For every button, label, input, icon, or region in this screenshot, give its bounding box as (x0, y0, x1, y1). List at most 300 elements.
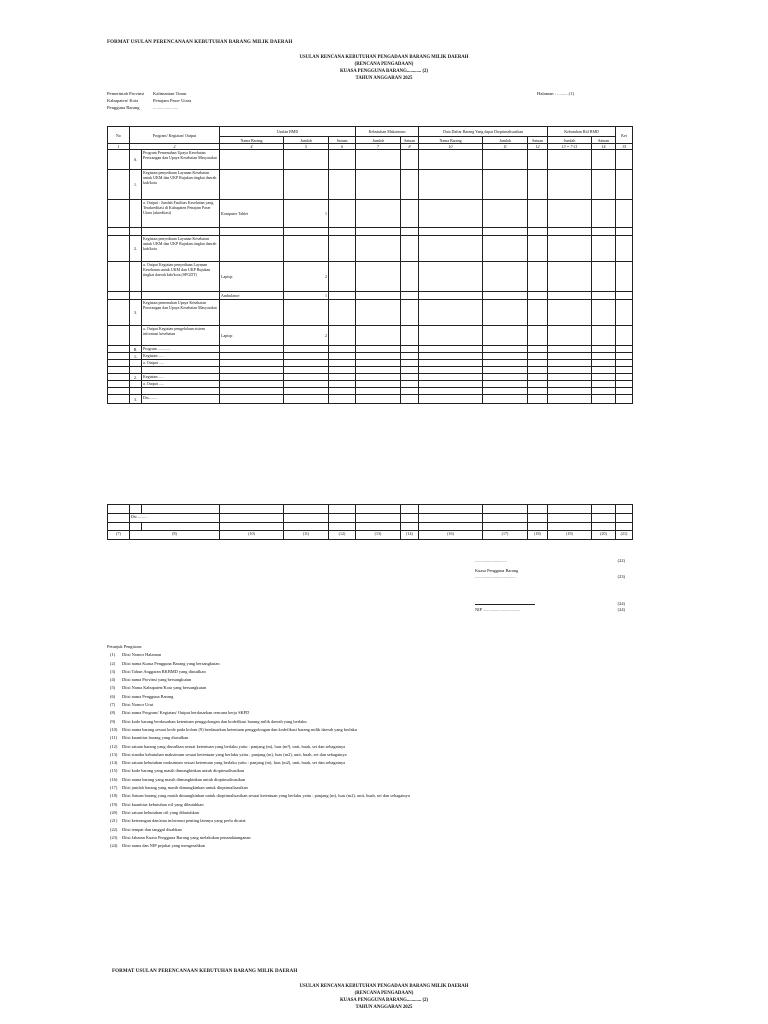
cell-empty (528, 236, 548, 262)
cell-empty (592, 395, 616, 404)
cell-empty (419, 262, 483, 292)
cell-empty (616, 381, 633, 388)
instruction-text: Diisi Nama Kabupaten/Kota yang bersangkutan (122, 685, 207, 691)
cell-empty (592, 300, 616, 326)
row-number: A. (130, 150, 142, 170)
cell-empty (356, 326, 401, 346)
cell-empty (548, 300, 592, 326)
meta-value: ...................... (153, 105, 179, 110)
row-program (142, 367, 220, 374)
cell-empty (483, 381, 528, 388)
signature-line (475, 601, 535, 605)
cell-empty (356, 300, 401, 326)
cell-empty (329, 262, 356, 292)
cell-empty (108, 367, 130, 374)
instruction-item (110, 751, 627, 759)
cell-empty (108, 388, 130, 395)
cell-empty (108, 374, 130, 381)
cell-empty (528, 346, 548, 353)
cell-empty (401, 228, 419, 236)
cell-empty (401, 292, 419, 300)
cell-empty (108, 200, 130, 228)
instruction-number: (23) (110, 834, 118, 840)
cell-empty (548, 200, 592, 228)
instruction-number: (1) (110, 652, 116, 658)
instruction-text: Diisi nama Kuasa Pengguna Barang yang bersangkutan (122, 660, 220, 666)
cell-empty (401, 326, 419, 346)
cell-empty (592, 150, 616, 170)
instruction-item (110, 817, 627, 825)
row-item-name: Ambulance (220, 292, 284, 300)
page-number: Halaman : ......... (1) (537, 91, 574, 96)
col-number: 15 (616, 144, 633, 150)
cell-empty (483, 395, 528, 404)
instruction-number: (9) (110, 718, 116, 724)
cell-empty (108, 381, 130, 388)
meta-labels (107, 90, 157, 111)
row-item-name (220, 346, 284, 353)
cell-empty (401, 381, 419, 388)
cell-empty (329, 367, 356, 374)
row-number: 3. (130, 300, 142, 326)
row-program: Kegiatan ..... (142, 353, 220, 360)
cell-empty (592, 326, 616, 346)
cell-empty (616, 262, 633, 292)
cell-empty (616, 170, 633, 200)
format-title-repeat: FORMAT USULAN PERENCANAAN KEBUTUHAN BARANG MILIK DAERAH (112, 969, 298, 974)
cell-empty (401, 300, 419, 326)
title-line: KUASA PENGGUNA BARANG............ (2) (339, 69, 429, 74)
cell-empty (356, 388, 401, 395)
cell-empty (548, 388, 592, 395)
cell-empty (419, 170, 483, 200)
meta-values (153, 90, 233, 111)
row-program: Kegiatan penyediaan Layanan Kesehatan untuk UKM dan UKP Rujukan tingkat daerah kab/kota (142, 236, 220, 262)
instruction-item (110, 801, 627, 809)
table-row (108, 150, 633, 170)
row-quantity: 2 (284, 326, 329, 346)
instruction-number: (15) (110, 768, 118, 774)
row-item-name (220, 381, 284, 388)
cell-empty (616, 292, 633, 300)
col-number: (12) (329, 531, 356, 540)
instruction-number: (19) (110, 801, 118, 807)
cell-empty (592, 381, 616, 388)
col-number: (19) (548, 531, 592, 540)
cell-empty (329, 388, 356, 395)
title-line: USULAN RENCANA KEBUTUHAN PENGADAAN BARANG MILIK DAERAH (299, 55, 469, 60)
instruction-text: Diisi kode barang yang masih dimungkinkan untuk dioptimalisasikan (122, 768, 245, 774)
cell-empty (401, 388, 419, 395)
instruction-item (110, 693, 627, 701)
filling-instructions (107, 643, 627, 850)
cell-empty (329, 200, 356, 228)
row-program: Dst .......... (130, 514, 220, 523)
cell-empty (419, 388, 483, 395)
cell-empty (528, 228, 548, 236)
instruction-item (110, 668, 627, 676)
col-number: 2 (130, 144, 220, 150)
cell-empty (108, 326, 130, 346)
col-number: 14 (592, 144, 616, 150)
cell-empty (548, 346, 592, 353)
row-item-name: Laptop (220, 262, 284, 292)
cell-empty (528, 360, 548, 367)
row-quantity: 1 (284, 200, 329, 228)
sub-header: Jumlah (284, 137, 329, 144)
row-program: a. Output : Jumlah Fasilitas Kesehatan yang Terakreditasi di Kabupaten Penajam Paser Utara (akreditasi) (142, 200, 220, 228)
document-title (0, 54, 768, 82)
cell-empty (356, 353, 401, 360)
instruction-number: (12) (110, 743, 118, 749)
col-number: 6 (329, 144, 356, 150)
instruction-number: (20) (110, 809, 118, 815)
row-program: Kegiatan penyediaan Layanan Kesehatan untuk UKM dan UKP Rujukan tingkat daerah kab/kota (142, 170, 220, 200)
col-number: (21) (616, 531, 633, 540)
row-item-name (220, 360, 284, 367)
cell-empty (616, 367, 633, 374)
row-number (130, 262, 142, 292)
row-program: a. Output Kegiatan pengelolaan sistem informasi kesehatan (142, 326, 220, 346)
instruction-number: (3) (110, 668, 116, 674)
cell-empty (483, 228, 528, 236)
cell-empty (592, 374, 616, 381)
row-program: a. Output ..... (142, 360, 220, 367)
cell-empty (356, 381, 401, 388)
cell-empty (483, 326, 528, 346)
cell-empty (108, 228, 130, 236)
row-number (130, 360, 142, 367)
col-number: 13 = 7-11 (548, 144, 592, 150)
col-program-header: Program/ Kegiatan/ Output (130, 127, 220, 144)
signature-place-date: ............................. (475, 558, 507, 563)
cell-empty (401, 367, 419, 374)
row-quantity (284, 170, 329, 200)
instruction-item (110, 834, 627, 842)
cell-empty (616, 300, 633, 326)
cell-empty (528, 262, 548, 292)
signature-nip: NIP .................................. (475, 607, 521, 612)
instruction-text: Diisi Nomor Halaman (122, 652, 162, 658)
meta-label: Kabupaten/ Kota (107, 98, 139, 103)
instruction-item (110, 759, 627, 767)
instructions-list (107, 651, 627, 850)
cell-empty (616, 200, 633, 228)
instruction-number: (13) (110, 751, 118, 757)
row-number (130, 292, 142, 300)
cell-empty (528, 300, 548, 326)
title-line: KUASA PENGGUNA BARANG............ (2) (339, 998, 429, 1003)
cell-empty (108, 360, 130, 367)
row-quantity (284, 236, 329, 262)
row-program: Program ............ (142, 346, 220, 353)
row-item-name (220, 150, 284, 170)
title-line: TAHUN ANGGARAN 2025 (355, 76, 413, 81)
row-quantity (284, 150, 329, 170)
row-item-name (220, 353, 284, 360)
cell-empty (356, 346, 401, 353)
instruction-number: (14) (110, 760, 118, 766)
sub-header: Jumlah (548, 137, 592, 144)
row-program: Dst......... (142, 395, 220, 404)
cell-empty (419, 200, 483, 228)
cell-empty (548, 353, 592, 360)
cell-empty (528, 381, 548, 388)
main-table-body (108, 150, 633, 404)
row-item-name (220, 367, 284, 374)
cell-empty (356, 262, 401, 292)
cell-empty (528, 353, 548, 360)
document-title-repeat (0, 983, 768, 1011)
table-row (108, 353, 633, 360)
cell-empty (108, 150, 130, 170)
table-row (108, 200, 633, 228)
meta-value: Penajam Paser Utara (153, 98, 192, 103)
signature-position: ..................................... (475, 574, 516, 579)
col-number: (10) (220, 531, 284, 540)
col-number: 10 (419, 144, 483, 150)
cell-empty (329, 228, 356, 236)
row-item-name: Laptop (220, 326, 284, 346)
instruction-text: Diisi nama Program/ Kegiatan/ Output berdasarkan rencana kerja SKPD (122, 710, 250, 716)
cell-empty (616, 395, 633, 404)
instruction-text: Diisi satuan barang yang diusulkan sesuai ketentuan yang berlaku yaitu : panjang (m), luas (m²), unit, buah, set dan sebagainya (122, 743, 346, 749)
row-item-name (220, 374, 284, 381)
instruction-number: (2) (110, 660, 116, 666)
cell-empty (329, 374, 356, 381)
cell-empty (419, 395, 483, 404)
cell-empty (592, 360, 616, 367)
row-number (130, 228, 142, 236)
row-item-name (220, 388, 284, 395)
col-maks-header: Kebutuhan Maksimum (356, 127, 419, 137)
row-quantity: 1 (284, 292, 329, 300)
col-number: 12 (528, 144, 548, 150)
col-number: (17) (483, 531, 528, 540)
cell-empty (401, 236, 419, 262)
instruction-number: (16) (110, 776, 118, 782)
row-item-name (220, 236, 284, 262)
row-number (130, 388, 142, 395)
table-row (108, 381, 633, 388)
instruction-item (110, 826, 627, 834)
row-item-name (220, 228, 284, 236)
cell-empty (548, 326, 592, 346)
cell-empty (329, 150, 356, 170)
cell-empty (356, 236, 401, 262)
instruction-item (110, 842, 627, 850)
cell-empty (616, 360, 633, 367)
instruction-item (110, 651, 627, 659)
row-quantity (284, 346, 329, 353)
col-number: (7) (108, 531, 130, 540)
cell-empty (616, 346, 633, 353)
instruction-number: (24) (110, 843, 118, 849)
row-number (130, 200, 142, 228)
row-number (130, 367, 142, 374)
row-item-name (220, 170, 284, 200)
instruction-text: Diisi kuantitas barang yang diusulkan (122, 735, 189, 741)
instruction-text: Diisi nama barang sesuai kode pada kolom (9) berdasarkan ketentuan penggolongan dan kodefikasi barang milik daerah yang berlaku (122, 726, 357, 732)
title-line: (RENCANA PENGADAAN) (354, 62, 414, 67)
row-quantity (284, 300, 329, 326)
table-row (108, 262, 633, 292)
instruction-text: Diisi Jabatan Kuasa Pengguna Barang yang melakukan penandatanganan (122, 834, 251, 840)
cell-empty (419, 150, 483, 170)
cell-empty (592, 292, 616, 300)
cell-empty (548, 170, 592, 200)
row-program (142, 228, 220, 236)
col-number: 11 (483, 144, 528, 150)
signature-block (475, 558, 625, 613)
instruction-number: (6) (110, 693, 116, 699)
cell-empty (356, 395, 401, 404)
row-program: a. Output Kegiatan penyediaan Layanan Kesehatan untuk UKM dan UKP Rujukan tingkat daerah kab/kota (SPGDT) (142, 262, 220, 292)
instructions-title: Petunjuk Pengisian: (107, 644, 143, 649)
col-dbrt-header: Data Daftar Barang Yang dapat Dioptimalisasikan (419, 127, 548, 137)
cell-empty (329, 395, 356, 404)
row-quantity: 2 (284, 262, 329, 292)
cell-empty (401, 200, 419, 228)
cell-empty (616, 228, 633, 236)
cell-empty (616, 388, 633, 395)
instruction-item (110, 809, 627, 817)
cell-empty (616, 236, 633, 262)
col-number: 4 (220, 144, 284, 150)
note-ref: (24) (617, 601, 625, 606)
instruction-number: (7) (110, 702, 116, 708)
instruction-number: (21) (110, 818, 118, 824)
cell-empty (616, 353, 633, 360)
format-title: FORMAT USULAN PERENCANAAN KEBUTUHAN BARANG MILIK DAERAH (107, 40, 293, 45)
cell-empty (329, 381, 356, 388)
instruction-number: (22) (110, 826, 118, 832)
title-line: (RENCANA PENGADAAN) (354, 991, 414, 996)
cell-empty (548, 367, 592, 374)
col-number: (16) (419, 531, 483, 540)
cell-empty (548, 228, 592, 236)
instruction-text: Diisi satuan kebutuhan riil yang dibutuhkan (122, 809, 199, 815)
instruction-text: Diisi Tahun Anggaran RKBMD yang diusulkan (122, 668, 206, 674)
instruction-item (110, 743, 627, 751)
cell-empty (356, 360, 401, 367)
cell-empty (483, 300, 528, 326)
table-row (108, 360, 633, 367)
sub-header: Nama Barang (419, 137, 483, 144)
cell-empty (548, 395, 592, 404)
note-ref: (24) (617, 607, 625, 612)
row-quantity (284, 395, 329, 404)
cell-empty (548, 262, 592, 292)
col-usulan-header: Usulan BMD (220, 127, 356, 137)
instruction-item (110, 776, 627, 784)
cell-empty (592, 236, 616, 262)
cell-empty (108, 395, 130, 404)
table-row (108, 228, 633, 236)
cell-empty (592, 353, 616, 360)
cell-empty (108, 262, 130, 292)
table-row (108, 395, 633, 404)
cell-empty (483, 150, 528, 170)
cell-empty (592, 228, 616, 236)
cell-empty (108, 170, 130, 200)
instruction-text: Diisi kode barang berdasarkan ketentuan penggolongan dan kodefikasi barang milik daerah yang berlaku (122, 718, 307, 724)
cell-empty (548, 374, 592, 381)
cell-empty (401, 262, 419, 292)
cell-empty (329, 170, 356, 200)
cell-empty (483, 236, 528, 262)
col-number: 7 (356, 144, 401, 150)
cell-empty (329, 326, 356, 346)
cell-empty (419, 353, 483, 360)
cell-empty (528, 200, 548, 228)
instruction-item (110, 709, 627, 717)
instruction-text: Diisi Nomor Urut (122, 702, 154, 708)
row-program: Kegiatan ..... (142, 374, 220, 381)
row-number: 3. (130, 395, 142, 404)
cell-empty (528, 326, 548, 346)
instruction-item (110, 792, 627, 800)
cell-empty (483, 292, 528, 300)
table-row (108, 374, 633, 381)
cell-empty (108, 346, 130, 353)
cell-empty (528, 292, 548, 300)
instruction-text: Diisi nama dan NIP pejabat yang mengesahkan (122, 843, 205, 849)
cell-empty (329, 236, 356, 262)
cell-empty (483, 360, 528, 367)
cell-empty (419, 300, 483, 326)
main-table (107, 126, 633, 404)
row-number: B. (130, 346, 142, 353)
cell-empty (108, 236, 130, 262)
cell-empty (616, 374, 633, 381)
col-number: 8 (401, 144, 419, 150)
cell-empty (356, 228, 401, 236)
cell-empty (356, 200, 401, 228)
cell-empty (483, 353, 528, 360)
instruction-item (110, 784, 627, 792)
col-number: (13) (356, 531, 401, 540)
cell-empty (419, 292, 483, 300)
cell-empty (108, 353, 130, 360)
instruction-item (110, 701, 627, 709)
cell-empty (401, 353, 419, 360)
cell-empty (483, 346, 528, 353)
cell-empty (528, 374, 548, 381)
cell-empty (329, 353, 356, 360)
instruction-item (110, 684, 627, 692)
cell-empty (528, 170, 548, 200)
cell-empty (401, 170, 419, 200)
instruction-number: (11) (110, 735, 118, 741)
row-number (130, 326, 142, 346)
cell-empty (483, 374, 528, 381)
row-quantity (284, 381, 329, 388)
cell-empty (483, 200, 528, 228)
instruction-text: Diisi jumlah barang yang masih dimungkinkan untuk dioptimalisasikan (122, 785, 248, 791)
col-number: (18) (528, 531, 548, 540)
cell-empty (108, 300, 130, 326)
cell-empty (592, 200, 616, 228)
cell-empty (401, 150, 419, 170)
cell-empty (548, 381, 592, 388)
col-no-header: No (108, 127, 130, 144)
row-quantity (284, 367, 329, 374)
cell-empty (528, 150, 548, 170)
col-ket-header: Ket (616, 127, 633, 144)
instruction-item (110, 767, 627, 775)
sub-header: Satuan (592, 137, 616, 144)
